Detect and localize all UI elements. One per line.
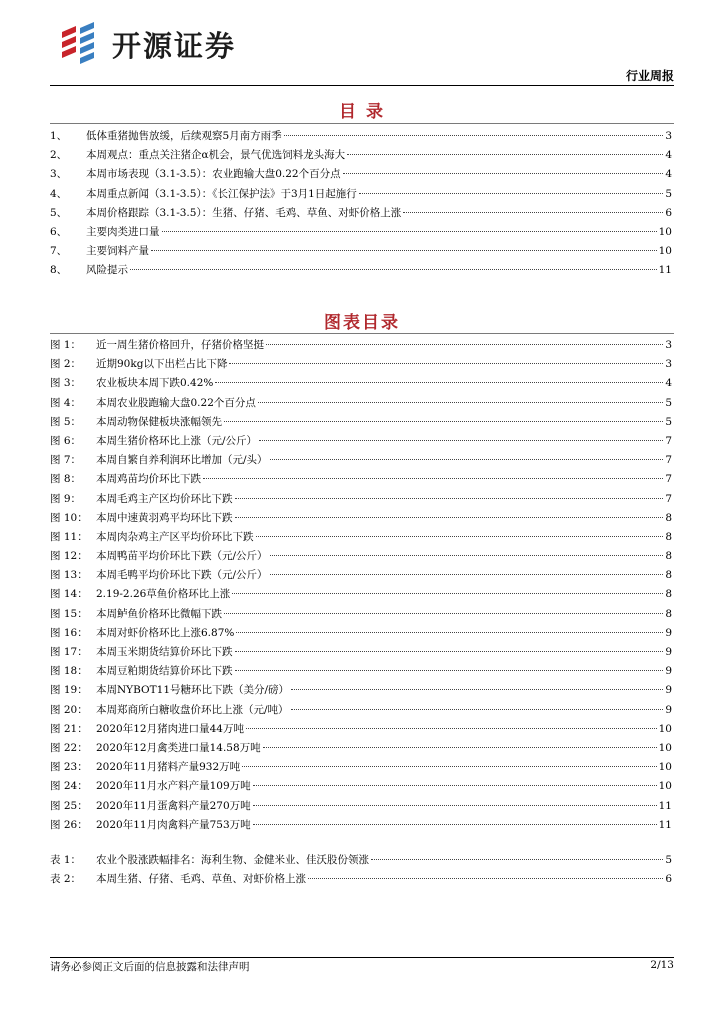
entry-number: 图 16： [50, 626, 88, 639]
dot-leader [246, 728, 657, 729]
entry-title: 本周重点新闻（3.1-3.5）：《长江保护法》于3月1日起施行 [86, 187, 357, 200]
entry-number: 图 3： [50, 377, 82, 390]
entry-page: 5 [665, 415, 672, 428]
dot-leader [224, 421, 663, 422]
entry-number: 图 9： [50, 492, 82, 505]
entry-title: 主要肉类进口量 [86, 225, 160, 238]
entry-number: 1、 [50, 130, 68, 142]
entry-page: 9 [665, 703, 672, 716]
dot-leader [235, 498, 664, 499]
toc-entry[interactable] [50, 452, 672, 471]
entry-number: 图 18： [50, 665, 88, 678]
entry-page: 7 [665, 434, 672, 447]
toc-entry[interactable] [50, 798, 672, 817]
entry-page: 9 [665, 684, 672, 697]
footer-rule [50, 957, 674, 958]
dot-leader [235, 517, 664, 518]
toc-entry[interactable] [50, 548, 672, 567]
toc-entry[interactable] [50, 740, 672, 759]
toc-title-rule [50, 123, 674, 124]
toc-entry[interactable] [50, 586, 672, 605]
entry-page: 11 [658, 799, 672, 812]
entry-number: 图 23： [50, 761, 88, 774]
dot-leader [403, 212, 663, 213]
page-number: 2/13 [650, 959, 674, 971]
figures-list [50, 337, 672, 836]
dot-leader [235, 651, 664, 652]
toc-entry[interactable] [50, 433, 672, 452]
entry-number: 4、 [50, 187, 68, 200]
entry-title: 本周生猪价格环比上涨（元/公斤） [96, 434, 258, 447]
entry-number: 3、 [50, 168, 68, 181]
toc-entry[interactable] [50, 491, 672, 510]
toc-entry[interactable] [50, 186, 672, 205]
footer-disclaimer: 请务必参阅正文后面的信息披露和法律声明 [50, 961, 250, 973]
entry-number: 图 19： [50, 684, 88, 697]
dot-leader [270, 574, 664, 575]
dot-leader [253, 805, 657, 806]
dot-leader [232, 593, 663, 594]
dot-leader [359, 193, 664, 194]
entry-number: 7、 [50, 245, 68, 258]
toc-entry[interactable] [50, 375, 672, 394]
toc-list [50, 128, 672, 282]
dot-leader [291, 689, 663, 690]
entry-title: 2020年11月蛋禽料产量270万吨 [96, 799, 251, 812]
entry-number: 6、 [50, 225, 68, 238]
entry-number: 表 2： [50, 873, 82, 886]
brand-name: 开源证券 [112, 28, 237, 63]
entry-title: 本周鸡苗均价环比下跌 [96, 473, 201, 486]
entry-page: 6 [665, 873, 672, 886]
entry-page: 8 [665, 607, 672, 620]
entry-title: 本周肉杂鸡主产区平均价环比下跌 [96, 530, 254, 543]
dot-leader [270, 555, 664, 556]
entry-title: 2020年11月猪料产量932万吨 [96, 761, 241, 774]
toc-entry[interactable] [50, 871, 672, 890]
dot-leader [263, 747, 657, 748]
toc-entry[interactable] [50, 224, 672, 243]
toc-entry[interactable] [50, 147, 672, 166]
entry-title: 近一周生猪价格回升，仔猪价格坚挺 [96, 339, 264, 351]
entry-number: 图 6： [50, 434, 82, 447]
toc-entry[interactable] [50, 205, 672, 224]
toc-entry[interactable] [50, 356, 672, 375]
entry-title: 低体重猪抛售放缓，后续观察5月南方雨季 [86, 130, 282, 142]
entry-title: 本周毛鸭平均价环比下跌（元/公斤） [96, 569, 268, 582]
entry-page: 8 [665, 569, 672, 582]
entry-number: 图 20： [50, 703, 88, 716]
entry-title: 本周鸭苗平均价环比下跌（元/公斤） [96, 550, 268, 563]
logo [58, 22, 236, 66]
entry-page: 8 [665, 530, 672, 543]
entry-page: 3 [665, 339, 672, 351]
entry-title: 本周市场表现（3.1-3.5）：农业跑输大盘0.22个百分点 [86, 168, 341, 181]
dot-leader [259, 440, 663, 441]
entry-title: 2020年11月肉禽料产量753万吨 [96, 818, 251, 831]
dot-leader [371, 859, 663, 860]
entry-page: 10 [658, 245, 672, 258]
tables-list [50, 852, 672, 890]
entry-page: 8 [665, 511, 672, 524]
entry-page: 4 [665, 149, 672, 162]
entry-title: 农业板块本周下跌0.42% [96, 377, 214, 390]
toc-entry[interactable] [50, 644, 672, 663]
dot-leader [203, 478, 663, 479]
dot-leader [284, 135, 664, 136]
entry-number: 图 22： [50, 741, 88, 754]
entry-title: 本周观点：重点关注猪企α机会，景气优选饲料龙头海大 [86, 149, 346, 162]
entry-number: 8、 [50, 264, 68, 277]
entry-number: 图 17： [50, 646, 88, 658]
entry-number: 图 4： [50, 396, 82, 409]
toc-entry[interactable] [50, 721, 672, 740]
entry-number: 图 12： [50, 550, 88, 563]
dot-leader [242, 766, 657, 767]
dot-leader [162, 231, 657, 232]
toc-entry[interactable] [50, 166, 672, 185]
entry-number: 图 13： [50, 569, 88, 582]
entry-title: 风险提示 [86, 264, 128, 277]
toc-entry[interactable] [50, 606, 672, 625]
toc-entry[interactable] [50, 778, 672, 797]
entry-page: 9 [665, 626, 672, 639]
entry-title: 本周鲈鱼价格环比微幅下跌 [96, 607, 222, 620]
entry-title: 本周玉米期货结算价环比下跌 [96, 646, 233, 658]
toc-entry[interactable] [50, 262, 672, 281]
toc-entry[interactable] [50, 510, 672, 529]
entry-number: 表 1： [50, 854, 82, 866]
toc-entry[interactable] [50, 625, 672, 644]
entry-page: 10 [658, 761, 672, 774]
entry-title: 本周中速黄羽鸡平均环比下跌 [96, 511, 233, 524]
dot-leader [291, 709, 664, 710]
entry-title: 本周郑商所白糖收盘价环比上涨（元/吨） [96, 703, 289, 716]
entry-number: 图 5： [50, 415, 82, 428]
dot-leader [253, 785, 657, 786]
figures-title-rule [50, 333, 674, 334]
entry-page: 5 [665, 396, 672, 409]
entry-page: 11 [658, 264, 672, 277]
entry-page: 5 [665, 187, 672, 200]
entry-title: 本周毛鸡主产区均价环比下跌 [96, 492, 233, 505]
entry-page: 4 [665, 377, 672, 390]
entry-page: 8 [665, 588, 672, 601]
entry-title: 本周对虾价格环比上涨6.87% [96, 626, 235, 639]
entry-number: 图 15： [50, 607, 88, 620]
entry-number: 图 2： [50, 358, 82, 371]
dot-leader [253, 824, 657, 825]
entry-title: 主要饲料产量 [86, 245, 149, 258]
entry-number: 图 21： [50, 722, 88, 735]
dot-leader [151, 250, 657, 251]
dot-leader [236, 632, 663, 633]
entry-page: 3 [665, 358, 672, 371]
dot-leader [256, 536, 664, 537]
entry-number: 图 14： [50, 588, 88, 601]
entry-title: 2020年11月水产料产量109万吨 [96, 780, 251, 793]
report-type: 行业周报 [625, 69, 674, 83]
entry-page: 9 [665, 646, 672, 658]
entry-title: 农业个股涨跌幅排名：海利生物、金健米业、佳沃股份领涨 [96, 854, 369, 866]
toc-entry[interactable] [50, 682, 672, 701]
toc-entry[interactable] [50, 337, 672, 356]
dot-leader [266, 344, 663, 345]
entry-title: 2020年12月禽类进口量14.58万吨 [96, 741, 261, 754]
entry-page: 3 [665, 130, 672, 142]
entry-title: 本周自繁自养利润环比增加（元/头） [96, 454, 268, 467]
entry-page: 4 [665, 168, 672, 181]
header-rule [50, 85, 674, 86]
toc-entry[interactable] [50, 471, 672, 490]
toc-title: 目 录 [339, 102, 385, 122]
toc-entry[interactable] [50, 414, 672, 433]
entry-title: 2.19-2.26草鱼价格环比上涨 [96, 588, 231, 601]
entry-number: 2、 [50, 149, 68, 162]
dot-leader [229, 363, 663, 364]
entry-number: 图 8： [50, 473, 82, 486]
entry-number: 图 10： [50, 511, 88, 524]
entry-title: 2020年12月猪肉进口量44万吨 [96, 722, 244, 735]
dot-leader [347, 154, 663, 155]
toc-entry[interactable] [50, 243, 672, 262]
entry-page: 10 [658, 225, 672, 238]
toc-entry[interactable] [50, 663, 672, 682]
entry-page: 10 [658, 780, 672, 793]
entry-title: 本周NYBOT11号糖环比下跌（美分/磅） [96, 684, 290, 697]
dot-leader [343, 173, 664, 174]
dot-leader [258, 402, 663, 403]
entry-title: 本周豆粕期货结算价环比下跌 [96, 665, 233, 678]
entry-title: 近期90kg以下出栏占比下降 [96, 358, 228, 371]
entry-title: 本周农业股跑输大盘0.22个百分点 [96, 396, 256, 409]
toc-entry[interactable] [50, 395, 672, 414]
entry-number: 图 11： [50, 530, 88, 543]
dot-leader [130, 269, 657, 270]
entry-page: 7 [665, 473, 672, 486]
entry-title: 本周生猪、仔猪、毛鸡、草鱼、对虾价格上涨 [96, 873, 306, 886]
dot-leader [224, 613, 663, 614]
entry-page: 7 [665, 492, 672, 505]
toc-entry[interactable] [50, 128, 672, 147]
dot-leader [235, 670, 664, 671]
entry-page: 7 [665, 454, 672, 467]
dot-leader [270, 459, 664, 460]
entry-title: 本周价格跟踪（3.1-3.5）：生猪、仔猪、毛鸡、草鱼、对虾价格上涨 [86, 206, 402, 219]
toc-entry[interactable] [50, 759, 672, 778]
entry-page: 10 [658, 722, 672, 735]
entry-title: 本周动物保健板块涨幅领先 [96, 415, 222, 428]
toc-entry[interactable] [50, 567, 672, 586]
entry-number: 图 26： [50, 818, 88, 831]
entry-number: 图 1： [50, 339, 82, 351]
kysec-logo-icon [58, 22, 106, 66]
entry-number: 5、 [50, 206, 68, 219]
toc-entry[interactable] [50, 529, 672, 548]
entry-page: 6 [665, 206, 672, 219]
toc-entry[interactable] [50, 702, 672, 721]
entry-number: 图 24： [50, 780, 88, 793]
toc-entry[interactable] [50, 852, 672, 871]
toc-entry[interactable] [50, 817, 672, 836]
dot-leader [215, 382, 663, 383]
entry-number: 图 25： [50, 799, 88, 812]
entry-page: 9 [665, 665, 672, 678]
entry-number: 图 7： [50, 454, 82, 467]
entry-page: 11 [658, 818, 672, 831]
figures-title: 图表目录 [324, 313, 400, 333]
entry-page: 5 [665, 854, 672, 866]
entry-page: 10 [658, 741, 672, 754]
entry-page: 8 [665, 550, 672, 563]
dot-leader [308, 878, 663, 879]
